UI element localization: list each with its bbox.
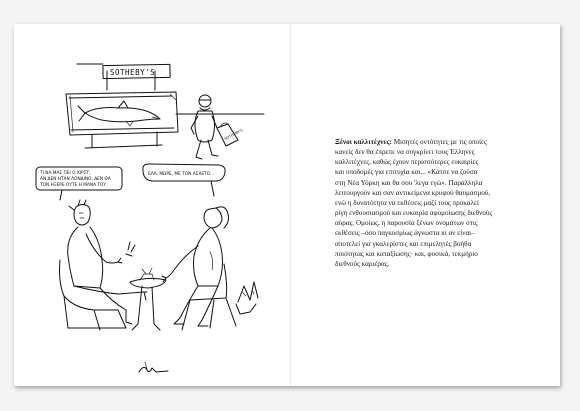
seated-woman <box>162 207 229 326</box>
article-line: διεθνούς καριέρας. <box>335 259 390 268</box>
small-table <box>130 268 166 330</box>
article-line: ποιότητας και καταξίωσης· και, φυσικά, τεκμήριο <box>335 249 478 258</box>
bubble-left-line-1: ΤΙ ΝΑ ΜΑΣ ΠΕΙ Ο ΧΙΡΣΤ; <box>40 171 91 176</box>
bag-text: SOTHEBY'S <box>223 128 244 142</box>
article-text <box>335 137 523 269</box>
article-line: και υποδομές για επιτυχία και... «Κάτσε να ζούσα <box>335 168 478 177</box>
article-line: αποτελεί για γκαλερίστες και επιμελητές βοήθα <box>335 239 472 248</box>
seated-man <box>68 200 147 324</box>
article-line: ενώ η δυνατότητα να εκθέσεις μαζί τους προκαλεί <box>335 198 479 207</box>
article-line: κανείς δεν θα έπρεπε να συγκρίνει τους Έλληνες <box>335 148 475 157</box>
walking-man <box>191 95 244 159</box>
bubble-left-line-3: ΤΟΝ ΗΞΕΡΕ ΟΥΤΕ Η ΜΑΝΑ ΤΟΥ. <box>40 183 108 188</box>
article-line: ρίγη ενθουσιασμού και ευκαιρία αφομοίωσης διεθνούς <box>335 209 493 218</box>
bubble-left-line-2: ΑΝ ΔΕΝ ΗΤΑΝ ΛΟΝΔΙΝΟ, ΔΕΝ ΘΑ <box>40 177 111 182</box>
article-line: καλλιτέχνες, καθώς έχουν περισσότερες ευκαιρίες <box>335 158 479 167</box>
article-first-line <box>335 137 523 147</box>
sothebys-sign <box>77 64 170 90</box>
book-spread <box>14 24 560 386</box>
bubble-right-text: ΕΛΑ, ΜΩΡΕ, ΜΕ ΤΟΝ ΑΣΧΕΤΟ... <box>148 172 215 177</box>
right-chair <box>182 264 236 330</box>
article-first-line-rest: Μισητές οντότητες με τις οποίες <box>391 138 487 146</box>
plant-doodle <box>236 282 258 314</box>
article-lead: Ξένοι καλλιτέχνες: <box>335 138 392 146</box>
sign-text: SOTHEBY'S <box>110 68 156 77</box>
article-line: στη Νέα Υόρκη και θα σου 'λεγα εγώ». Παράλληλα <box>335 178 483 187</box>
artist-signature <box>139 362 168 372</box>
cigarette-smoke <box>126 242 135 256</box>
shark-vitrine <box>66 92 178 148</box>
speech-bubble-left <box>36 167 122 200</box>
left-chair <box>60 260 127 330</box>
shopping-bag-icon <box>217 123 244 146</box>
article-line: εκθέσεις –όσο παγκοσμίως άγνωστα κι αν είναι– <box>335 229 475 238</box>
speech-bubble-right <box>143 164 225 196</box>
shark-icon <box>78 101 160 126</box>
article-line: λειτουργούν και σαν αντικείμενα κρυφού θαυμασμού, <box>335 188 491 197</box>
article-line: αύρας. Ομοίως, η παρουσία ξένων ονομάτων στις <box>335 219 478 228</box>
